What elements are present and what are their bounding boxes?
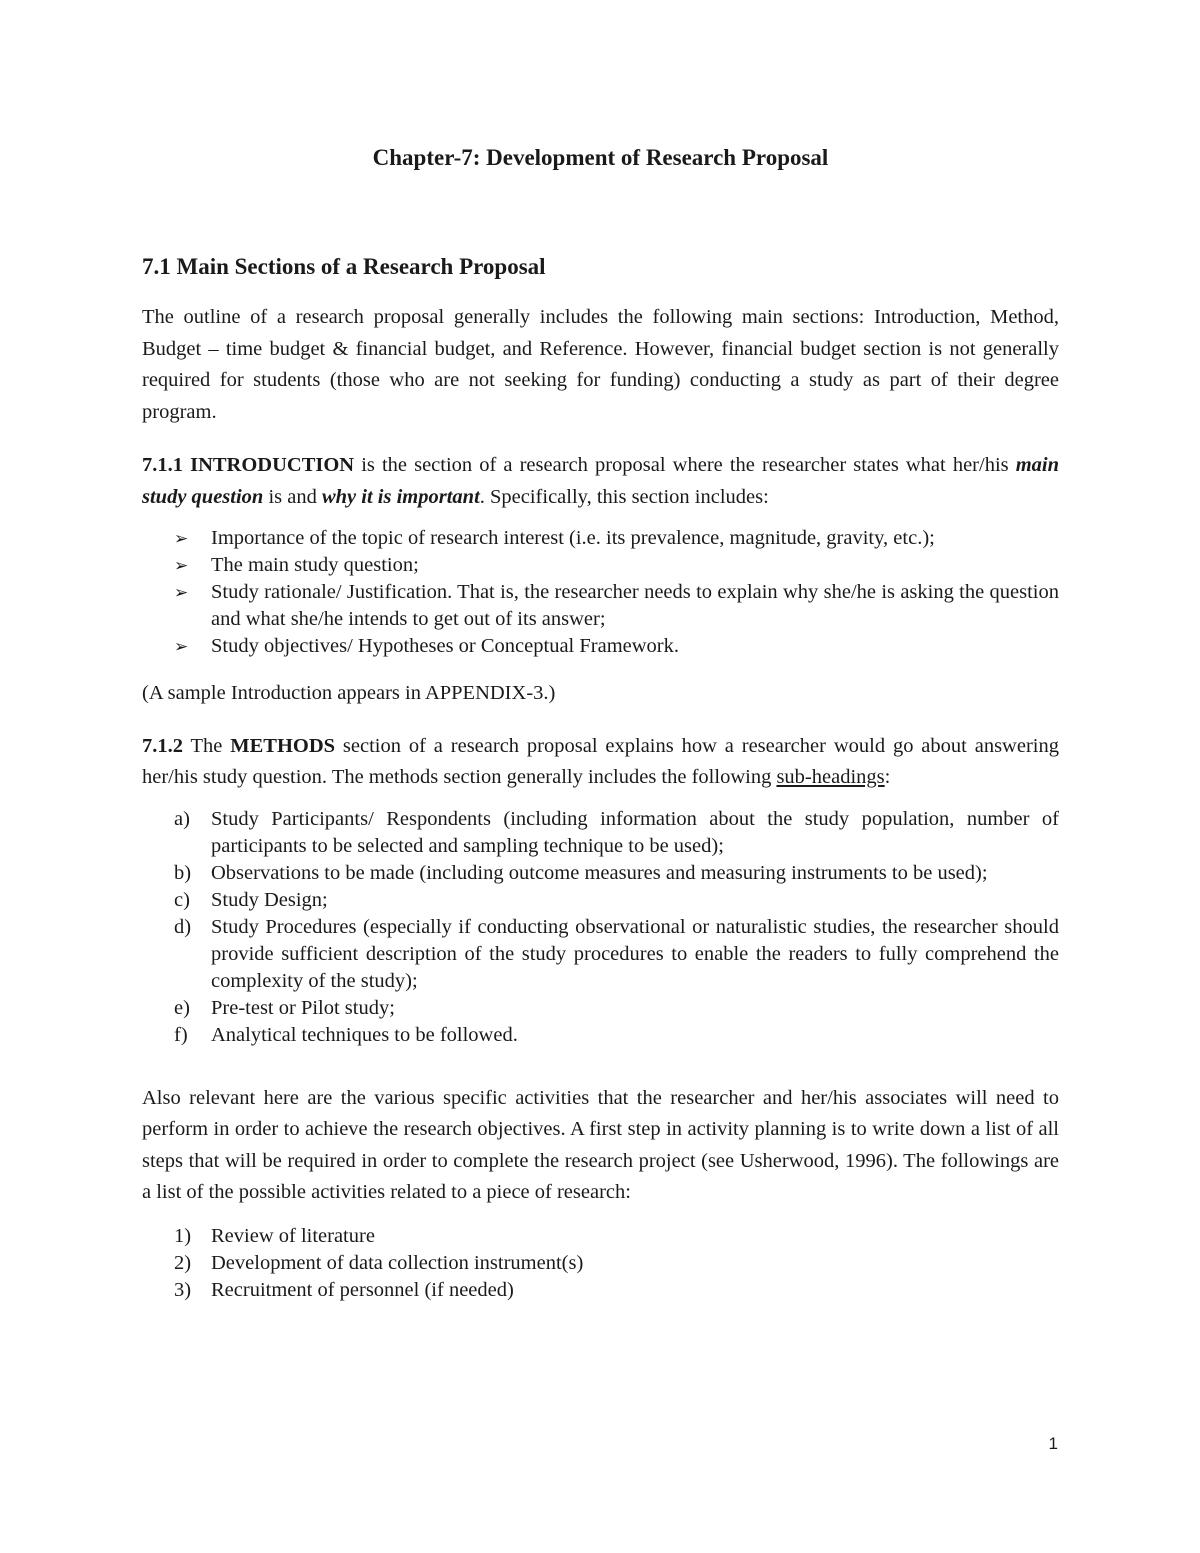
list-item (142, 552, 1059, 579)
sample-note: (A sample Introduction appears in APPENDIX-3.) (142, 682, 556, 704)
list-item (142, 1277, 1059, 1304)
methods-paragraph (142, 731, 1059, 794)
arrow-bullet-icon: ➢ (174, 529, 189, 548)
list-item (142, 1223, 1059, 1250)
intro-keyword: INTRODUCTION (190, 454, 355, 476)
list-item (142, 633, 1059, 660)
section-heading: 7.1 Main Sections of a Research Proposal (142, 254, 546, 279)
list-item-text: Pre-test or Pilot study; (211, 996, 395, 1019)
list-item-text: Study Procedures (especially if conducting observational or naturalistic studies, the researcher should provide sufficient description of the study procedures to enable the readers to fully comprehend the complexity of the study); (211, 915, 1059, 992)
list-marker: 3) (174, 1278, 192, 1301)
page-number: 1 (1048, 1434, 1058, 1453)
list-item-text: Study objectives/ Hypotheses or Conceptual Framework. (211, 635, 679, 657)
list-marker: e) (174, 996, 190, 1019)
list-marker: a) (174, 807, 190, 830)
list-item-text: Review of literature (211, 1224, 375, 1247)
intro-emphasis-1: main study question (142, 454, 1059, 508)
list-item (142, 860, 1059, 887)
methods-number: 7.1.2 (142, 734, 183, 757)
list-item-text: Study Design; (211, 888, 328, 911)
intro-number: 7.1.1 (142, 454, 183, 476)
methods-text-1: section of a research proposal explains how a researcher would go about answering her/his study question. The methods section generally includes the following (142, 734, 1059, 788)
list-item (142, 525, 1059, 552)
list-item-text: Study Participants/ Respondents (including information about the study population, number of participants to be selected and sampling technique to be used); (211, 807, 1059, 857)
list-item (142, 995, 1059, 1022)
list-marker: b) (174, 861, 192, 884)
list-item (142, 1250, 1059, 1277)
activities-paragraph: Also relevant here are the various specific activities that the researcher and her/his associates will need to perform in order to achieve the research objectives. A first step in activity planning is to write down a list of all steps that will be required in order to complete the research project (see Usherwood, 1996). The followings are a list of the possible activities related to a piece of research: (142, 1086, 1059, 1203)
methods-subheading-list (142, 806, 1059, 1049)
chapter-title: Chapter-7: Development of Research Proposal (372, 145, 829, 170)
list-item-text: Analytical techniques to be followed. (211, 1023, 518, 1046)
list-item (142, 579, 1059, 633)
list-item (142, 806, 1059, 860)
list-item (142, 1022, 1059, 1049)
list-item-text: The main study question; (211, 554, 419, 576)
intro-text-3: . Specifically, this section includes: (479, 485, 769, 508)
list-item-text: Development of data collection instrument(s) (211, 1251, 584, 1274)
list-item-text: Importance of the topic of research interest (i.e. its prevalence, magnitude, gravity, etc.); (211, 527, 935, 549)
methods-text-pre: The (183, 734, 231, 757)
list-marker: d) (174, 915, 192, 938)
list-item-text: Study rationale/ Justification. That is, the researcher needs to explain why she/he is asking the question and what she/he intends to get out of its answer; (211, 581, 1059, 630)
activities-list (142, 1223, 1059, 1304)
introduction-paragraph (142, 450, 1059, 513)
list-item (142, 887, 1059, 914)
list-marker: 1) (174, 1224, 192, 1247)
outline-paragraph: The outline of a research proposal generally includes the following main sections: Introduction, Method, Budget – time budget & financial budget, and Reference. However, financial budget section is not generally required for students (those who are not seeking for funding) conducting a study as part of their degree program. (142, 306, 1059, 423)
methods-underlined-term: sub-headings (776, 766, 885, 788)
arrow-bullet-icon: ➢ (174, 556, 189, 575)
arrow-bullet-icon: ➢ (174, 637, 189, 656)
list-item (142, 914, 1059, 995)
list-item-text: Observations to be made (including outcome measures and measuring instruments to be used); (211, 861, 988, 884)
introduction-bullet-list (142, 525, 1059, 660)
methods-text-2: : (884, 766, 891, 788)
list-marker: f) (174, 1023, 188, 1046)
arrow-bullet-icon: ➢ (174, 583, 189, 602)
list-item-text: Recruitment of personnel (if needed) (211, 1278, 514, 1301)
intro-text-2: is and (263, 485, 322, 508)
list-marker: c) (174, 888, 190, 911)
list-marker: 2) (174, 1251, 192, 1274)
page-content (142, 140, 1059, 1304)
intro-text-1: is the section of a research proposal where the researcher states what her/his (354, 454, 1016, 476)
methods-keyword: METHODS (230, 734, 336, 757)
intro-emphasis-2: why it is important (321, 485, 480, 508)
